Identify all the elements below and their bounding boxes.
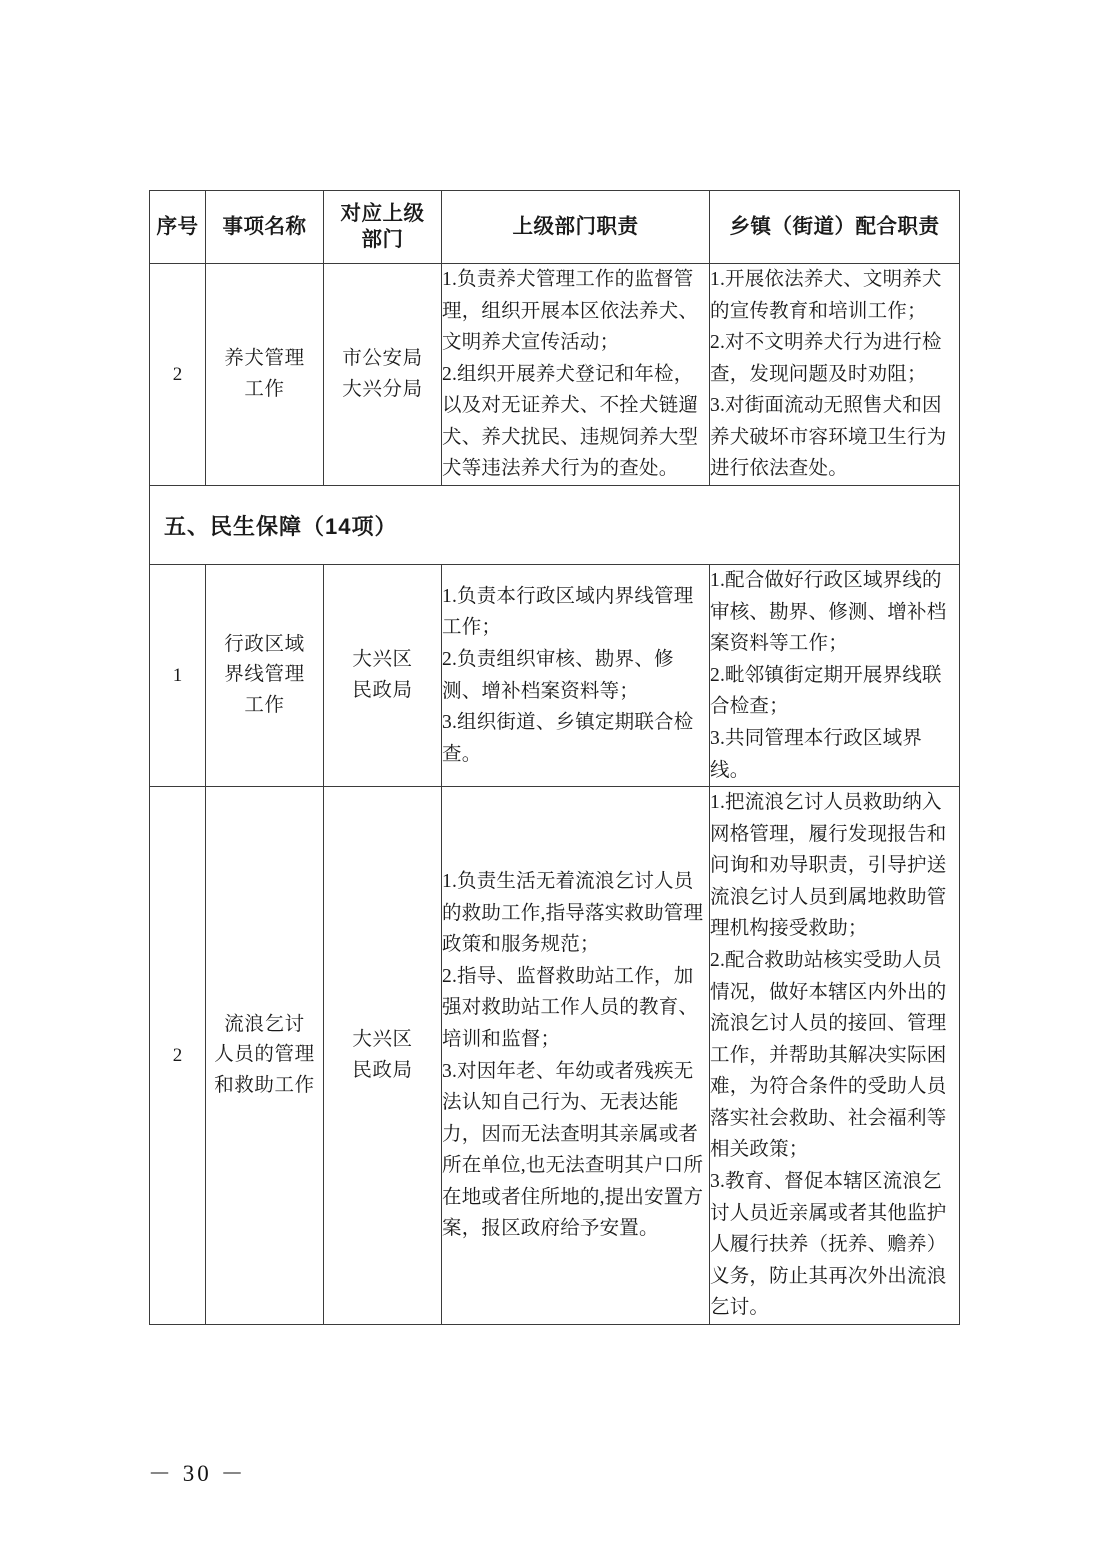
duty-item: 1.负责生活无着流浪乞讨人员的救助工作,指导落实救助管理政策和服务规范；	[442, 871, 704, 956]
upper-dept-line: 民政局	[352, 679, 413, 701]
row-number: 2	[150, 264, 206, 486]
responsibility-table	[149, 190, 960, 1325]
duty-item: 1.负责本行政区域内界线管理工作；	[442, 585, 694, 639]
duty-item: 3.教育、督促本辖区流浪乞讨人员近亲属或者其他监护人履行扶养（抚养、赡养）义务，防止其再次外出流浪乞讨。	[710, 1171, 947, 1319]
row-upper-dept	[324, 264, 442, 486]
column-header-upper-dept-line1: 对应上级	[340, 202, 425, 226]
duty-item: 2.对不文明养犬行为进行检查，发现问题及时劝阻；	[710, 332, 942, 385]
column-header-upper-dept	[324, 191, 442, 264]
row-item-name	[206, 565, 324, 787]
duty-item: 3.组织街道、乡镇定期联合检查。	[442, 712, 694, 765]
section-title: 五、民生保障（14项）	[150, 486, 960, 565]
duty-item: 2.指导、监督救助站工作，加强对救助站工作人员的教育、培训和监督；	[442, 965, 699, 1050]
item-name-line: 行政区域	[224, 634, 305, 656]
column-header-upper-duty: 上级部门职责	[442, 191, 710, 264]
table-row	[150, 264, 960, 486]
item-name-line: 流浪乞讨	[224, 1014, 305, 1036]
duty-item: 2.配合救助站核实受助人员情况，做好本辖区内外出的流浪乞讨人员的接回、管理工作，并帮助其解决实际困难，为符合条件的受助人员落实社会救助、社会福利等相关政策；	[710, 949, 947, 1161]
upper-dept-line: 大兴区	[352, 1029, 413, 1051]
column-header-town-duty: 乡镇（街道）配合职责	[710, 191, 960, 264]
item-name-line: 工作	[244, 694, 285, 716]
row-upper-duty	[442, 565, 710, 787]
duty-item: 3.对街面流动无照售犬和因养犬破坏市容环境卫生行为进行依法查处。	[710, 395, 947, 480]
row-town-duty	[710, 264, 960, 486]
duty-item: 2.负责组织审核、勘界、修测、增补档案资料等；	[442, 648, 674, 702]
row-item-name	[206, 787, 324, 1325]
section-header-row	[150, 486, 960, 565]
column-header-item-name: 事项名称	[206, 191, 324, 264]
duty-item: 3.共同管理本行政区域界线。	[710, 727, 923, 781]
row-upper-dept	[324, 565, 442, 787]
duty-item: 1.负责养犬管理工作的监督管理，组织开展本区依法养犬、文明养犬宣传活动；	[442, 269, 699, 354]
duty-item: 1.配合做好行政区域界线的审核、勘界、修测、增补档案资料等工作；	[710, 570, 947, 655]
table-row	[150, 565, 960, 787]
duty-item: 1.把流浪乞讨人员救助纳入网格管理，履行发现报告和问询和劝导职责，引导护送流浪乞讨人员到属地救助管理机构接受救助；	[710, 792, 947, 940]
upper-dept-line: 民政局	[352, 1059, 413, 1081]
duty-item: 2.组织开展养犬登记和年检，以及对无证养犬、不拴犬链遛犬、养犬扰民、违规饲养大型犬等违法养犬行为的查处。	[442, 363, 699, 480]
column-header-upper-dept-line2: 部门	[361, 228, 404, 251]
item-name-line: 工作	[244, 378, 285, 400]
table-header-row	[150, 191, 960, 264]
duty-item: 3.对因年老、年幼或者残疾无法认知自己行为、无表达能力，因而无法查明其亲属或者所在单位,也无法查明其户口所在地或者住所地的,提出安置方案，报区政府给予安置。	[442, 1060, 704, 1240]
row-number: 1	[150, 565, 206, 787]
upper-dept-line: 大兴区	[352, 649, 413, 671]
column-header-no: 序号	[150, 191, 206, 264]
item-name-line: 和救助工作	[214, 1074, 315, 1096]
row-town-duty	[710, 787, 960, 1325]
row-number: 2	[150, 787, 206, 1325]
upper-dept-line: 市公安局	[342, 348, 423, 370]
duty-item: 2.毗邻镇街定期开展界线联合检查；	[710, 664, 942, 718]
item-name-line: 养犬管理	[224, 348, 305, 370]
row-upper-dept	[324, 787, 442, 1325]
duty-item: 1.开展依法养犬、文明养犬的宣传教育和培训工作；	[710, 269, 942, 322]
row-upper-duty	[442, 787, 710, 1325]
row-item-name	[206, 264, 324, 486]
item-name-line: 界线管理	[224, 664, 305, 686]
table-row	[150, 787, 960, 1325]
row-town-duty	[710, 565, 960, 787]
item-name-line: 人员的管理	[214, 1044, 315, 1066]
row-upper-duty	[442, 264, 710, 486]
page-number: － 30 －	[148, 1461, 247, 1486]
upper-dept-line: 大兴分局	[342, 378, 423, 400]
